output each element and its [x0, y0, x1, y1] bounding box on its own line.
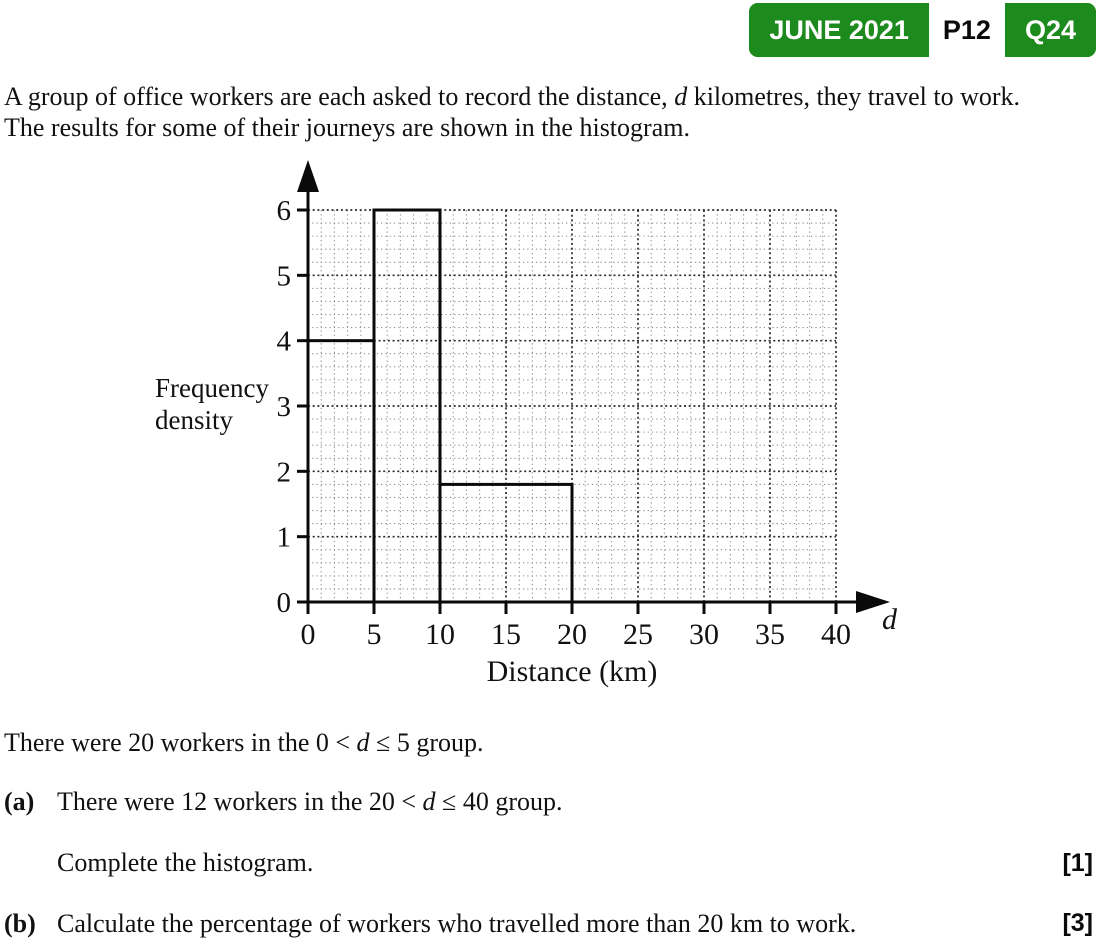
statement-part1: There were 20 workers in the — [4, 728, 316, 757]
x-tick-label: 15 — [491, 618, 521, 651]
statement-range-post: ≤ 5 — [369, 728, 410, 757]
statement-group-0-5 — [4, 727, 484, 758]
y-axis-arrow-icon — [297, 160, 319, 192]
part-a-part1: There were 12 workers in the — [57, 787, 369, 816]
y-tick-label: 3 — [276, 391, 291, 423]
badge-paper-label: P12 — [942, 14, 991, 45]
histogram-chart — [0, 150, 1100, 710]
part-a-part2: group. — [488, 787, 563, 816]
y-tick-label: 5 — [276, 260, 291, 293]
question-badge — [749, 3, 1096, 57]
intro-part2: kilometres, they travel to work. — [687, 82, 1021, 111]
x-tick-label: 25 — [623, 618, 653, 651]
statement-part2: group. — [409, 728, 484, 757]
part-b-question: Calculate the percentage of workers who travelled more than 20 km to work. — [57, 909, 857, 938]
x-tick-label: 5 — [366, 618, 382, 651]
x-tick-label: 10 — [425, 618, 455, 651]
badge-paper — [929, 3, 1005, 57]
part-b-marks: [3] — [1062, 909, 1093, 937]
y-tick-label: 6 — [276, 195, 291, 227]
part-a-marks: [1] — [1062, 849, 1093, 877]
x-tick-label: 20 — [557, 618, 587, 651]
x-tick-label: 30 — [689, 618, 719, 651]
part-a-range-pre: 20 < — [368, 787, 423, 816]
statement-d-variable: d — [356, 728, 370, 757]
x-tick-label: 40 — [821, 618, 851, 651]
x-axis-variable-label: d — [882, 603, 897, 636]
axes — [297, 160, 890, 614]
y-tick-label: 1 — [276, 521, 291, 554]
intro-line-2: The results for some of their journeys are shown in the histogram. — [4, 113, 690, 142]
x-tick-label: 35 — [755, 618, 785, 651]
badge-question-number — [1005, 3, 1096, 57]
part-a-instruction: Complete the histogram. — [57, 848, 314, 877]
part-a-range-post: ≤ 40 — [435, 787, 489, 816]
y-axis-title-line1: Frequency — [155, 373, 269, 403]
part-a-label: (a) — [4, 787, 35, 816]
y-tick-label: 0 — [276, 587, 291, 619]
intro-part1: A group of office workers are each asked to record the distance, — [4, 82, 675, 111]
x-axis-title: Distance (km) — [486, 655, 658, 688]
y-tick-label: 4 — [276, 325, 291, 358]
intro-paragraph — [4, 81, 1020, 143]
part-a-statement — [57, 786, 563, 817]
badge-session-label: JUNE 2021 — [769, 14, 909, 45]
part-b-label: (b) — [4, 909, 36, 938]
part-a-d-variable: d — [422, 787, 436, 816]
badge-session — [749, 3, 929, 57]
intro-d-variable: d — [674, 82, 688, 111]
y-axis-title-line2: density — [155, 405, 233, 435]
statement-range-pre: 0 < — [315, 728, 357, 757]
badge-question-label: Q24 — [1024, 14, 1076, 45]
tick-labels — [277, 195, 852, 651]
intro-line-1 — [4, 81, 1020, 112]
y-tick-label: 2 — [276, 456, 291, 489]
x-tick-label: 0 — [300, 618, 316, 651]
